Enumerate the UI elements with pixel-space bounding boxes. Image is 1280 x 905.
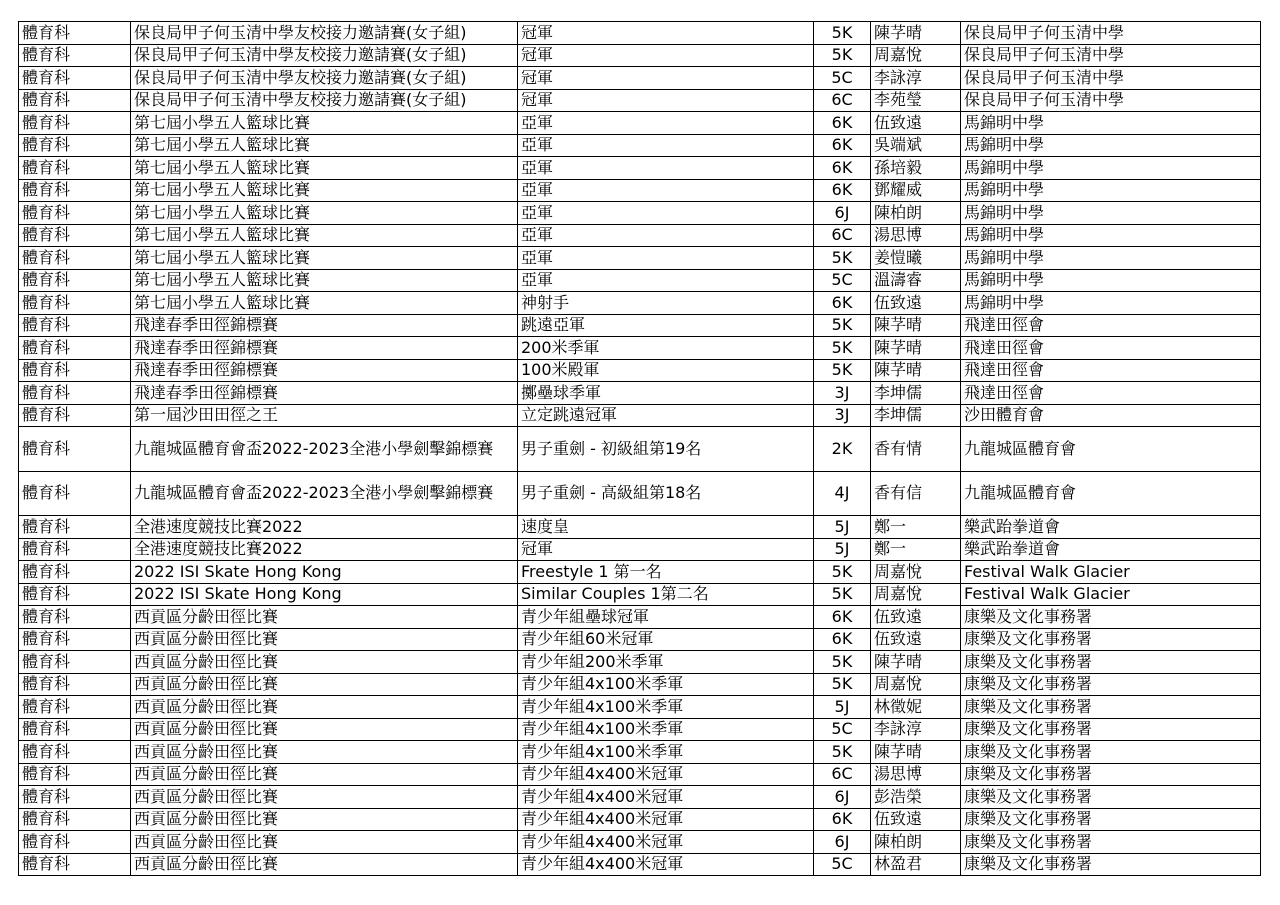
student-name-cell: 陳柏朗 [871,202,961,225]
table-row [19,224,1261,247]
organizer-cell: 飛達田徑會 [961,337,1261,360]
subject-cell: 體育科 [19,112,131,135]
subject-cell: 體育科 [19,606,131,629]
subject-cell: 體育科 [19,247,131,270]
award-cell: 青少年組4x100米季軍 [518,673,814,696]
organizer-cell: 康樂及文化事務署 [961,628,1261,651]
table-row [19,247,1261,270]
award-cell: 亞軍 [518,179,814,202]
class-cell: 5K [814,561,871,584]
award-cell: 亞軍 [518,112,814,135]
organizer-cell: 康樂及文化事務署 [961,763,1261,786]
competition-cell: 飛達春季田徑錦標賽 [131,359,518,382]
table-row [19,22,1261,45]
class-cell: 5K [814,673,871,696]
subject-cell: 體育科 [19,628,131,651]
student-name-cell: 湯思博 [871,224,961,247]
competition-cell: 第七屆小學五人籃球比賽 [131,292,518,315]
subject-cell: 體育科 [19,157,131,180]
organizer-cell: 馬錦明中學 [961,179,1261,202]
student-name-cell: 李苑瑩 [871,89,961,112]
student-name-cell: 鄭一 [871,516,961,539]
competition-cell: 九龍城區體育會盃2022-2023全港小學劍擊錦標賽 [131,471,518,516]
subject-cell: 體育科 [19,786,131,809]
organizer-cell: 馬錦明中學 [961,224,1261,247]
award-cell: 冠軍 [518,67,814,90]
table-row [19,427,1261,472]
table-row [19,808,1261,831]
award-cell: 冠軍 [518,538,814,561]
organizer-cell: 九龍城區體育會 [961,471,1261,516]
student-name-cell: 香有信 [871,471,961,516]
organizer-cell: 馬錦明中學 [961,292,1261,315]
competition-cell: 保良局甲子何玉清中學友校接力邀請賽(女子組) [131,44,518,67]
subject-cell: 體育科 [19,516,131,539]
class-cell: 2K [814,427,871,472]
table-row [19,112,1261,135]
class-cell: 5K [814,314,871,337]
subject-cell: 體育科 [19,561,131,584]
competition-cell: 西貢區分齡田徑比賽 [131,628,518,651]
organizer-cell: 康樂及文化事務署 [961,853,1261,876]
student-name-cell: 周嘉悅 [871,673,961,696]
competition-cell: 飛達春季田徑錦標賽 [131,314,518,337]
organizer-cell: Festival Walk Glacier [961,561,1261,584]
table-row [19,538,1261,561]
student-name-cell: 伍致遠 [871,628,961,651]
student-name-cell: 孫培毅 [871,157,961,180]
competition-cell: 保良局甲子何玉清中學友校接力邀請賽(女子組) [131,89,518,112]
class-cell: 5K [814,359,871,382]
student-name-cell: 李詠淳 [871,67,961,90]
class-cell: 6C [814,89,871,112]
student-name-cell: 林盈君 [871,853,961,876]
student-name-cell: 彭浩榮 [871,786,961,809]
table-row [19,786,1261,809]
subject-cell: 體育科 [19,269,131,292]
award-cell: 青少年組4x100米季軍 [518,696,814,719]
table-row [19,718,1261,741]
competition-cell: 西貢區分齡田徑比賽 [131,831,518,854]
competition-cell: 保良局甲子何玉清中學友校接力邀請賽(女子組) [131,67,518,90]
competition-cell: 飛達春季田徑錦標賽 [131,382,518,405]
subject-cell: 體育科 [19,67,131,90]
table-row [19,516,1261,539]
award-cell: 男子重劍 - 初級組第19名 [518,427,814,472]
class-cell: 6K [814,292,871,315]
class-cell: 3J [814,404,871,427]
award-cell: 青少年組4x100米季軍 [518,718,814,741]
award-cell: 青少年組4x400米冠軍 [518,808,814,831]
class-cell: 5J [814,538,871,561]
subject-cell: 體育科 [19,202,131,225]
class-cell: 5K [814,651,871,674]
table-row [19,337,1261,360]
subject-cell: 體育科 [19,314,131,337]
competition-cell: 西貢區分齡田徑比賽 [131,673,518,696]
table-row [19,202,1261,225]
table-row [19,134,1261,157]
award-cell: 速度皇 [518,516,814,539]
organizer-cell: 康樂及文化事務署 [961,808,1261,831]
organizer-cell: 康樂及文化事務署 [961,606,1261,629]
subject-cell: 體育科 [19,292,131,315]
table-row [19,606,1261,629]
subject-cell: 體育科 [19,471,131,516]
competition-cell: 西貢區分齡田徑比賽 [131,651,518,674]
table-row [19,292,1261,315]
organizer-cell: 康樂及文化事務署 [961,831,1261,854]
award-cell: 青少年組4x400米冠軍 [518,831,814,854]
table-row [19,404,1261,427]
subject-cell: 體育科 [19,89,131,112]
table-row [19,67,1261,90]
subject-cell: 體育科 [19,673,131,696]
competition-cell: 西貢區分齡田徑比賽 [131,741,518,764]
award-cell: 青少年組4x400米冠軍 [518,763,814,786]
competition-cell: 西貢區分齡田徑比賽 [131,786,518,809]
competition-cell: 飛達春季田徑錦標賽 [131,337,518,360]
award-cell: 青少年組200米季軍 [518,651,814,674]
award-cell: 跳遠亞軍 [518,314,814,337]
organizer-cell: 樂武跆拳道會 [961,538,1261,561]
student-name-cell: 吳端斌 [871,134,961,157]
award-cell: 男子重劍 - 高級組第18名 [518,471,814,516]
organizer-cell: 馬錦明中學 [961,202,1261,225]
class-cell: 5K [814,247,871,270]
subject-cell: 體育科 [19,538,131,561]
organizer-cell: 樂武跆拳道會 [961,516,1261,539]
student-name-cell: 伍致遠 [871,112,961,135]
class-cell: 6K [814,628,871,651]
class-cell: 5J [814,696,871,719]
organizer-cell: 飛達田徑會 [961,314,1261,337]
class-cell: 6C [814,224,871,247]
student-name-cell: 林徵妮 [871,696,961,719]
table-row [19,831,1261,854]
class-cell: 6K [814,808,871,831]
student-name-cell: 姜愷曦 [871,247,961,270]
competition-cell: 第七屆小學五人籃球比賽 [131,134,518,157]
table-row [19,651,1261,674]
awards-table-body [19,22,1261,876]
competition-cell: 西貢區分齡田徑比賽 [131,718,518,741]
subject-cell: 體育科 [19,651,131,674]
competition-cell: 2022 ISI Skate Hong Kong [131,561,518,584]
class-cell: 6J [814,831,871,854]
competition-cell: 第七屆小學五人籃球比賽 [131,247,518,270]
organizer-cell: 飛達田徑會 [961,359,1261,382]
competition-cell: 西貢區分齡田徑比賽 [131,808,518,831]
table-row [19,471,1261,516]
organizer-cell: 保良局甲子何玉清中學 [961,44,1261,67]
student-name-cell: 陳芓晴 [871,741,961,764]
organizer-cell: Festival Walk Glacier [961,583,1261,606]
subject-cell: 體育科 [19,22,131,45]
class-cell: 6J [814,786,871,809]
award-cell: 青少年組4x400米冠軍 [518,786,814,809]
organizer-cell: 九龍城區體育會 [961,427,1261,472]
table-row [19,359,1261,382]
award-cell: 200米季軍 [518,337,814,360]
class-cell: 5C [814,853,871,876]
table-row [19,179,1261,202]
competition-cell: 第七屆小學五人籃球比賽 [131,202,518,225]
student-name-cell: 伍致遠 [871,808,961,831]
competition-cell: 全港速度競技比賽2022 [131,538,518,561]
class-cell: 5K [814,22,871,45]
award-cell: 亞軍 [518,157,814,180]
competition-cell: 西貢區分齡田徑比賽 [131,853,518,876]
class-cell: 6C [814,763,871,786]
table-row [19,583,1261,606]
table-row [19,269,1261,292]
student-name-cell: 李坤儒 [871,404,961,427]
organizer-cell: 馬錦明中學 [961,134,1261,157]
competition-cell: 西貢區分齡田徑比賽 [131,696,518,719]
class-cell: 5K [814,583,871,606]
award-cell: Freestyle 1 第一名 [518,561,814,584]
class-cell: 5K [814,44,871,67]
competition-cell: 第七屆小學五人籃球比賽 [131,157,518,180]
student-name-cell: 李詠淳 [871,718,961,741]
table-row [19,853,1261,876]
competition-cell: 第七屆小學五人籃球比賽 [131,179,518,202]
competition-cell: 西貢區分齡田徑比賽 [131,763,518,786]
table-row [19,561,1261,584]
student-name-cell: 湯思博 [871,763,961,786]
award-cell: 亞軍 [518,224,814,247]
organizer-cell: 康樂及文化事務署 [961,741,1261,764]
competition-cell: 第七屆小學五人籃球比賽 [131,224,518,247]
competition-cell: 第一屆沙田田徑之王 [131,404,518,427]
subject-cell: 體育科 [19,359,131,382]
student-name-cell: 陳芓晴 [871,359,961,382]
subject-cell: 體育科 [19,179,131,202]
student-name-cell: 周嘉悅 [871,561,961,584]
award-cell: 青少年組60米冠軍 [518,628,814,651]
class-cell: 6K [814,157,871,180]
competition-cell: 2022 ISI Skate Hong Kong [131,583,518,606]
student-name-cell: 香有情 [871,427,961,472]
award-cell: 冠軍 [518,89,814,112]
award-cell: 亞軍 [518,269,814,292]
award-cell: 亞軍 [518,202,814,225]
class-cell: 4J [814,471,871,516]
organizer-cell: 馬錦明中學 [961,269,1261,292]
student-name-cell: 周嘉悅 [871,583,961,606]
organizer-cell: 康樂及文化事務署 [961,696,1261,719]
organizer-cell: 康樂及文化事務署 [961,673,1261,696]
class-cell: 6K [814,179,871,202]
award-cell: 神射手 [518,292,814,315]
class-cell: 5C [814,67,871,90]
subject-cell: 體育科 [19,44,131,67]
organizer-cell: 保良局甲子何玉清中學 [961,67,1261,90]
class-cell: 6K [814,606,871,629]
student-name-cell: 伍致遠 [871,606,961,629]
competition-cell: 第七屆小學五人籃球比賽 [131,269,518,292]
award-cell: 青少年組4x400米冠軍 [518,853,814,876]
organizer-cell: 馬錦明中學 [961,157,1261,180]
award-cell: 立定跳遠冠軍 [518,404,814,427]
table-row [19,89,1261,112]
student-name-cell: 陳芓晴 [871,314,961,337]
student-name-cell: 伍致遠 [871,292,961,315]
class-cell: 5J [814,516,871,539]
table-row [19,741,1261,764]
award-cell: 青少年組壘球冠軍 [518,606,814,629]
subject-cell: 體育科 [19,831,131,854]
competition-cell: 西貢區分齡田徑比賽 [131,606,518,629]
organizer-cell: 康樂及文化事務署 [961,651,1261,674]
organizer-cell: 保良局甲子何玉清中學 [961,89,1261,112]
subject-cell: 體育科 [19,853,131,876]
student-name-cell: 溫濤睿 [871,269,961,292]
award-cell: 亞軍 [518,247,814,270]
organizer-cell: 馬錦明中學 [961,247,1261,270]
class-cell: 3J [814,382,871,405]
table-row [19,673,1261,696]
organizer-cell: 馬錦明中學 [961,112,1261,135]
subject-cell: 體育科 [19,404,131,427]
table-row [19,382,1261,405]
class-cell: 5K [814,337,871,360]
subject-cell: 體育科 [19,741,131,764]
subject-cell: 體育科 [19,583,131,606]
subject-cell: 體育科 [19,718,131,741]
competition-cell: 第七屆小學五人籃球比賽 [131,112,518,135]
competition-cell: 全港速度競技比賽2022 [131,516,518,539]
organizer-cell: 沙田體育會 [961,404,1261,427]
student-name-cell: 鄭一 [871,538,961,561]
subject-cell: 體育科 [19,382,131,405]
award-cell: 100米殿軍 [518,359,814,382]
award-cell: 擲壘球季軍 [518,382,814,405]
subject-cell: 體育科 [19,134,131,157]
table-row [19,763,1261,786]
organizer-cell: 飛達田徑會 [961,382,1261,405]
table-row [19,696,1261,719]
organizer-cell: 康樂及文化事務署 [961,786,1261,809]
subject-cell: 體育科 [19,427,131,472]
class-cell: 5C [814,718,871,741]
class-cell: 5C [814,269,871,292]
subject-cell: 體育科 [19,224,131,247]
subject-cell: 體育科 [19,337,131,360]
table-row [19,157,1261,180]
award-cell: 青少年組4x100米季軍 [518,741,814,764]
subject-cell: 體育科 [19,696,131,719]
award-cell: 冠軍 [518,22,814,45]
subject-cell: 體育科 [19,763,131,786]
competition-cell: 保良局甲子何玉清中學友校接力邀請賽(女子組) [131,22,518,45]
class-cell: 6K [814,134,871,157]
class-cell: 5K [814,741,871,764]
student-name-cell: 陳芓晴 [871,337,961,360]
table-row [19,44,1261,67]
student-name-cell: 李坤儒 [871,382,961,405]
table-row [19,314,1261,337]
student-name-cell: 周嘉悅 [871,44,961,67]
student-name-cell: 陳芓晴 [871,651,961,674]
organizer-cell: 保良局甲子何玉清中學 [961,22,1261,45]
award-cell: 冠軍 [518,44,814,67]
organizer-cell: 康樂及文化事務署 [961,718,1261,741]
award-cell: 亞軍 [518,134,814,157]
competition-cell: 九龍城區體育會盃2022-2023全港小學劍擊錦標賽 [131,427,518,472]
award-cell: Similar Couples 1第二名 [518,583,814,606]
student-name-cell: 陳芓晴 [871,22,961,45]
student-name-cell: 陳柏朗 [871,831,961,854]
class-cell: 6J [814,202,871,225]
awards-table [18,21,1261,876]
table-row [19,628,1261,651]
subject-cell: 體育科 [19,808,131,831]
student-name-cell: 鄧耀威 [871,179,961,202]
class-cell: 6K [814,112,871,135]
